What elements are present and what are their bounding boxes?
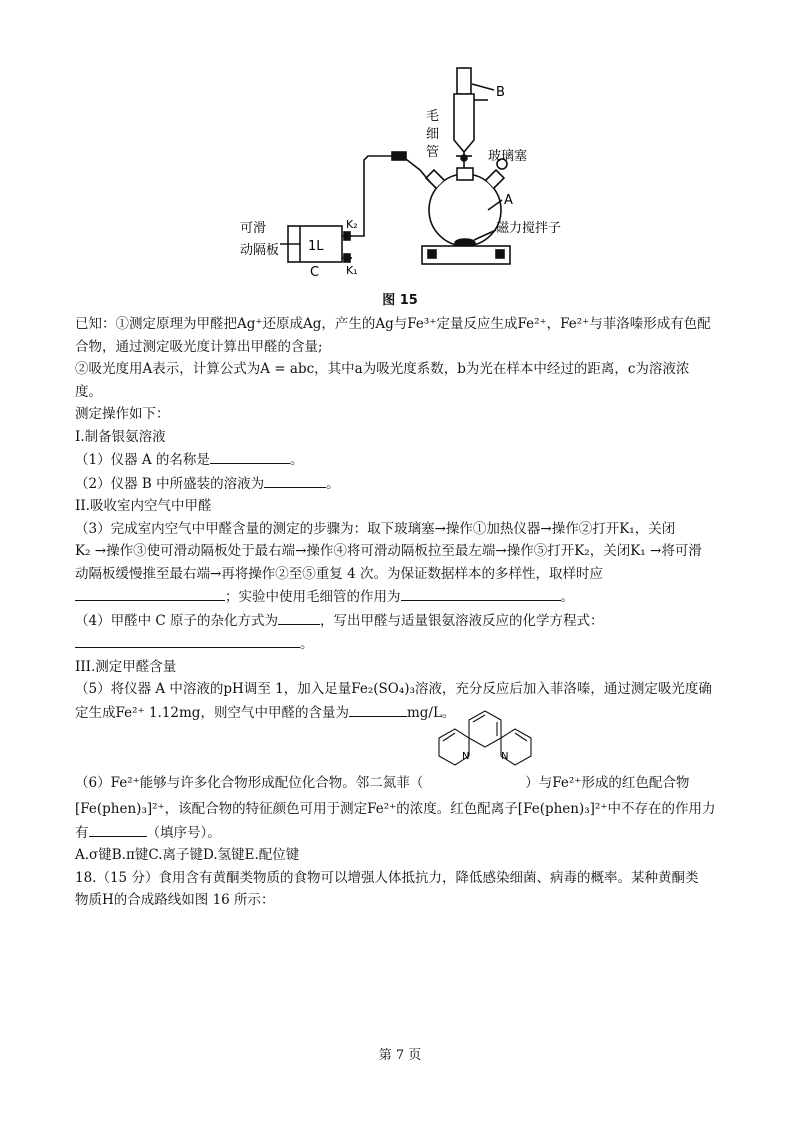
label-magnetic-stirrer: 磁力搅拌子 [496, 221, 562, 236]
section-3-title: III.测定甲醛含量 [75, 658, 177, 675]
procedure-intro: 测定操作如下： [75, 406, 170, 422]
question-5-text: 定生成Fe²⁺ 1.12mg，则空气中甲醛的含量为 [75, 704, 349, 721]
label-capillary-2: 细 [426, 127, 440, 142]
valve-k1 [344, 254, 350, 262]
answer-blank-2[interactable] [264, 472, 326, 488]
question-5-line-1: （5）将仪器 A 中溶液的pH调至 1，加入足量Fe₂(SO₄)₃溶液，充分反应后加入菲洛嗪，通过测定吸光度确 [75, 681, 712, 697]
question-6-options: A.σ键B.π键C.离子键D.氢键E.配位键 [75, 847, 300, 863]
funnel-stem-top [457, 68, 471, 94]
question-6-line-1 [75, 772, 689, 795]
question-18-line-2: 物质H的合成路线如图 16 所示： [75, 892, 275, 908]
label-k1: K₁ [346, 264, 358, 277]
label-volume: 1L [308, 239, 324, 254]
three-neck-flask [429, 174, 501, 246]
known-line-4: 度。 [75, 383, 102, 400]
question-2 [75, 472, 735, 496]
known-line-3: ②吸光度用A表示，计算公式为A = abc，其中a为吸光度系数，b为光在样本中经过的距离，c为溶液浓 [75, 361, 690, 377]
question-4-text: （4）甲醛中 C 原子的杂化方式为 [75, 612, 279, 629]
label-c: C [310, 265, 320, 280]
figure-caption: 图 15 [382, 293, 418, 308]
answer-blank-4b[interactable] [75, 632, 300, 648]
question-6-text-b: ）与Fe²⁺形成的红色配合物 [525, 775, 690, 791]
answer-blank-3b[interactable] [401, 585, 561, 601]
question-4-mid: ，写出甲醛与适量银氨溶液反应的化学方程式： [320, 612, 604, 629]
label-slidable-1: 可滑 [240, 221, 267, 236]
valve-k2 [344, 232, 350, 240]
question-3-end: 。 [560, 589, 574, 605]
question-5-line-2 [75, 701, 735, 725]
question-4-line-2 [75, 632, 735, 656]
question-6-line-3 [75, 821, 735, 845]
section-2-title: II.吸收室内空气中甲醛 [75, 498, 212, 514]
label-k2: K₂ [346, 218, 358, 231]
label-capillary-3: 管 [426, 145, 440, 160]
question-4-end: 。 [300, 636, 314, 652]
known-line-1: 已知：①测定原理为甲醛把Ag⁺还原成Ag，产生的Ag与Fe³⁺定量反应生成Fe²⁺，Fe²⁺与菲洛嗪形成有色配 [75, 316, 711, 332]
phenanthroline-structure [435, 708, 535, 768]
answer-blank-6[interactable] [89, 821, 147, 837]
question-3-line-2: K₂ →操作③使可滑动隔板处于最右端→操作④将可滑动隔板拉至最左端→操作⑤打开K₂，关闭K₁ →将可滑 [75, 543, 702, 559]
question-1-text: （1）仪器 A 的名称是 [75, 452, 210, 468]
label-b: B [496, 85, 505, 100]
label-slidable-2: 动隔板 [240, 243, 280, 258]
label-glass-stopper: 玻璃塞 [488, 149, 528, 164]
apparatus-figure [240, 60, 610, 308]
question-6-text-c: 有 [75, 824, 89, 841]
section-1-title: I.制备银氨溶液 [75, 428, 166, 445]
capillary-tube [364, 156, 430, 228]
question-5-end: mg/L。 [406, 704, 456, 721]
question-2-text: （2）仪器 B 中所盛装的溶液为 [75, 475, 265, 492]
funnel-body [454, 94, 474, 152]
question-1 [75, 448, 735, 472]
question-6-text-a: （6）Fe²⁺能够与许多化合物形成配位化合物。邻二氮菲（ [75, 775, 424, 791]
question-3-line-4 [75, 585, 735, 609]
page-number: 第 7 页 [378, 1048, 422, 1063]
question-text [75, 313, 735, 912]
question-3-line-1: （3）完成室内空气中甲醛含量的测定的步骤为：取下玻璃塞→操作①加热仪器→操作②打开K₁，关闭 [75, 520, 676, 537]
molecule-n-right: N [501, 751, 509, 762]
question-2-end: 。 [326, 475, 340, 492]
question-6-end: （填序号）。 [146, 824, 221, 841]
molecule-n-left: N [462, 751, 470, 762]
label-a: A [504, 193, 513, 208]
question-3-mid: ；实验中使用毛细管的作用为 [225, 589, 401, 605]
answer-blank-4a[interactable] [278, 609, 320, 625]
answer-blank-1[interactable] [210, 448, 290, 464]
question-1-end: 。 [289, 452, 304, 468]
question-18-line-1: 18.（15 分）食用含有黄酮类物质的食物可以增强人体抵抗力，降低感染细菌、病毒的概率。某种黄酮类 [75, 869, 699, 886]
answer-blank-5[interactable] [349, 701, 407, 717]
question-3-line-3: 动隔板缓慢推至最右端→再将操作②至⑤重复 4 次。为保证数据样本的多样性，取样时应 [75, 565, 603, 582]
answer-blank-3a[interactable] [75, 585, 225, 601]
question-4-line-1 [75, 609, 735, 633]
molecule-row [75, 724, 735, 798]
question-6-line-2: [Fe(phen)₃]²⁺，该配合物的特征颜色可用于测定Fe²⁺的浓度。红色配离子[Fe(phen)₃]²⁺中不存在的作用力 [75, 801, 716, 817]
known-line-2: 合物，通过测定吸光度计算出甲醛的含量; [75, 338, 323, 355]
label-capillary-1: 毛 [426, 109, 440, 124]
